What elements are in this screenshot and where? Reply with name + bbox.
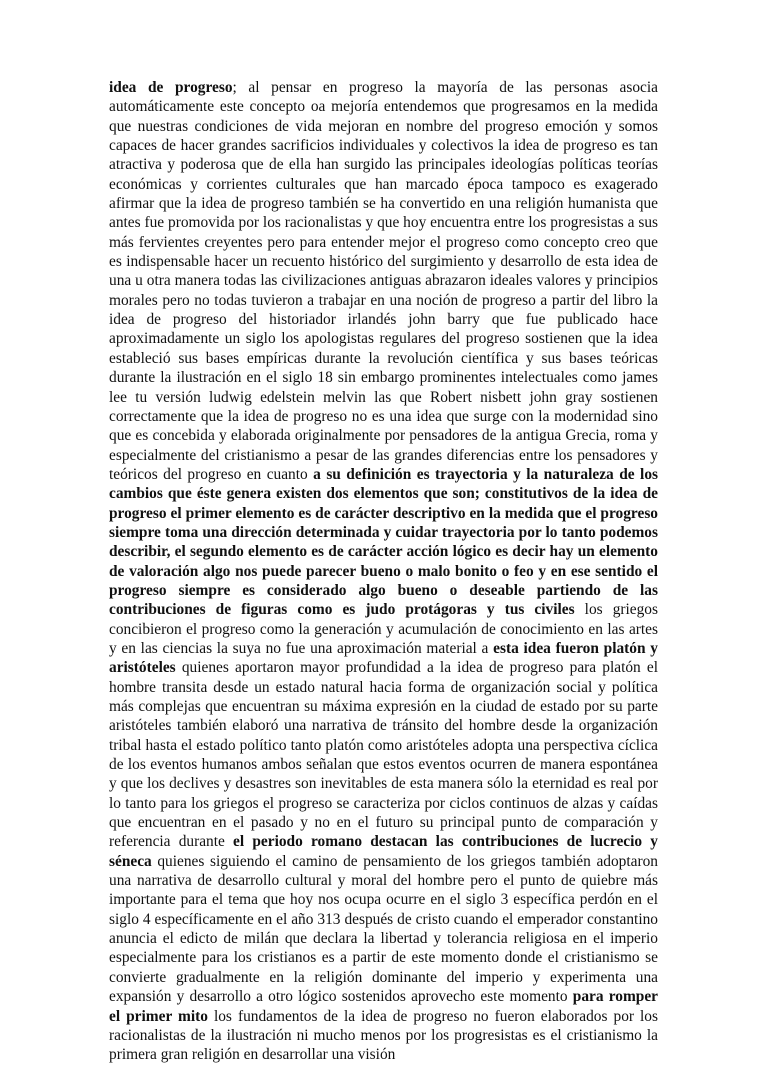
bold-phrase: a su definición es trayectoria y la naturaleza de los cambios que éste genera existen dos elementos que son; constitutivos de la idea de progreso el primer elemento es de carácter descriptivo en la medida que el progreso siempre toma una dirección determinada y cuidar trayectoria por lo tanto podemos describir, el segundo elemento es de carácter acción lógico es decir hay un elemento de valoración algo nos puede parecer bueno o malo bonito o feo y en ese sentido el progreso siempre es considerado algo bueno o deseable partiendo de las contribuciones de figuras como es judo protágoras y tus civiles [109, 465, 658, 619]
text-run: quienes siguiendo el camino de pensamiento de los griegos también adoptaron una narrativa de desarrollo cultural y moral del hombre pero el punto de quiebre más importante para el tema que hoy nos ocupa ocurre en el siglo 3 específica perdón en el siglo 4 específicamente en el año 313 después de cristo cuando el emperador constantino anuncia el edicto de milán que declara la libertad y tolerancia religiosa en el imperio especialmente para los cristianos es a partir de este momento donde el cristianismo se convierte gradualmente en la religión dominante del imperio y experimenta una expansión y desarrollo a otro lógico sostenidos aprovecho este momento [109, 852, 658, 1006]
text-run: ; al pensar en progreso la mayoría de las personas asocia automáticamente este concepto oa mejoría entendemos que progresamos en la medida que nuestras condiciones de vida mejoran en nombre del progreso emoción y somos capaces de hacer grandes sacrificios individuales y colectivos la idea de progreso es tan atractiva y poderosa que de ella han surgido las principales ideologías políticas teorías económicas y corrientes culturales que han marcado época tampoco es exagerado afirmar que la idea de progreso también se ha convertido en una religión humanista que antes fue promovida por los racionalistas y que hoy encuentra entre los progresistas a sus más fervientes creyentes pero para entender mejor el progreso como concepto creo que es indispensable hacer un recuento histórico del surgimiento y desarrollo de esta idea de una u otra manera todas las civilizaciones antiguas abrazaron ideales valores y principios morales pero no todas tuvieron a trabajar en una noción de progreso a partir del libro la idea de progreso del historiador irlandés john barry que fue publicado hace aproximadamente un siglo los apologistas regulares del progreso sostienen que la idea estableció sus bases empíricas durante la revolución científica y sus bases teóricas durante la ilustración en el siglo 18 sin embargo prominentes intelectuales como james lee tu versión ludwig edelstein melvin las que Robert nisbett john gray sostienen correctamente que la idea de progreso no es una idea que surge con la modernidad sino que es concebida y elaborada originalmente por pensadores de la antigua Grecia, roma y especialmente del cristianismo a pesar de las grandes diferencias entre los pensadores y teóricos del progreso en cuanto [109, 79, 658, 483]
bold-phrase: el periodo romano destacan las contribuciones de lucrecio y séneca [109, 833, 658, 870]
text-run: quienes aportaron mayor profundidad a la idea de progreso para platón el hombre transita desde un estado natural hacia forma de organización social y política más complejas que encuentran su máxima expresión en la ciudad de estado por su parte aristóteles también elaboró una narrativa de tránsito del hombre desde la organización tribal hasta el estado político tanto platón como aristóteles adopta una perspectiva cíclica de los eventos humanos ambos señalan que estos eventos ocurren de manera espontánea y que los declives y desastres son inevitables de esta manera sólo la eternidad es real por lo tanto para los griegos el progreso se caracteriza por ciclos continuos de alzas y caídas que encuentran en el pasado y no en el futuro su principal punto de comparación y referencia durante [109, 659, 658, 851]
bold-phrase: idea de progreso [109, 79, 233, 96]
bold-phrase: para romper el primer mito [109, 988, 659, 1025]
bold-phrase: esta idea fueron platón y aristóteles [109, 639, 658, 677]
text-run: los fundamentos de la idea de progreso no fueron elaborados por los racionalistas de la ilustración ni mucho menos por los progresistas es el cristianismo la primera gran religión en desarrollar una visión [109, 1007, 658, 1064]
body-paragraph [109, 78, 658, 1065]
text-run: los griegos concibieron el progreso como la generación y acumulación de conocimiento en las artes y en las ciencias la suya no fue una aproximación material a [109, 601, 658, 657]
